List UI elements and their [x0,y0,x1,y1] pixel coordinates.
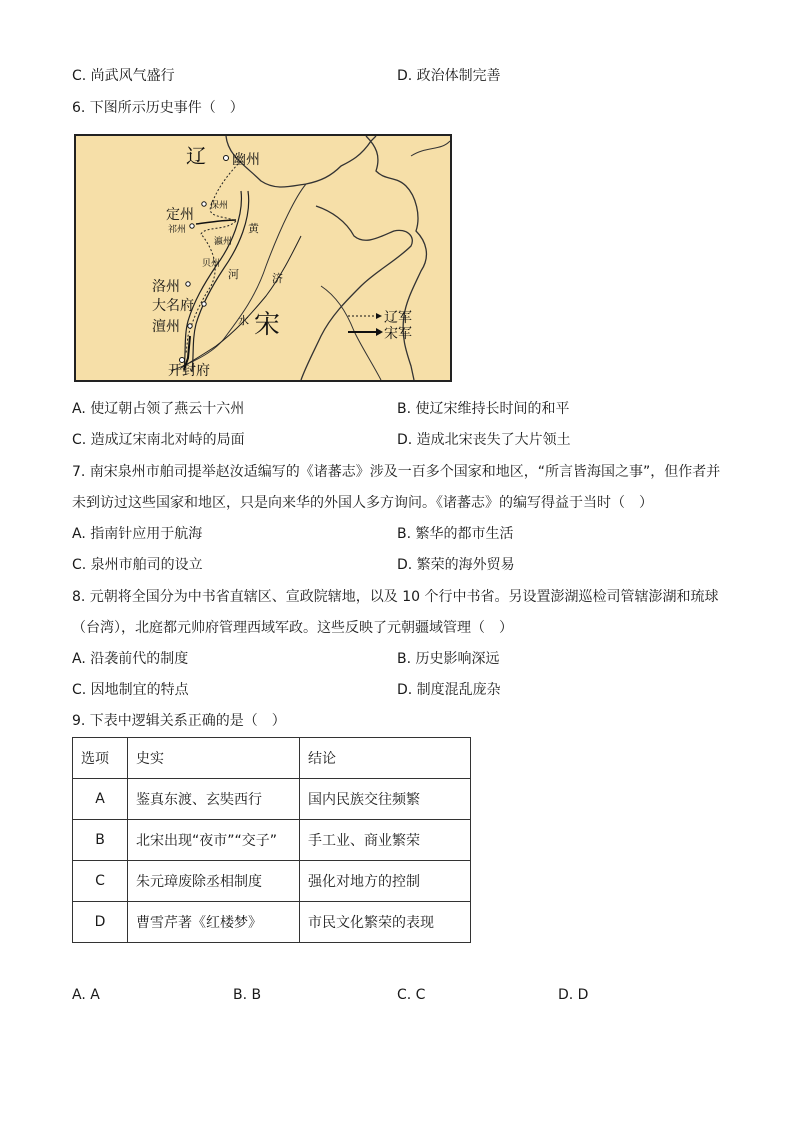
map-label-he: 河 [228,268,239,281]
q8-option-b: B. 历史影响深远 [397,651,500,667]
row-fact: 鉴真东渡、玄奘西行 [128,779,300,820]
q6-option-b: B. 使辽宋维持长时间的和平 [397,401,570,417]
chanzhou-dot [188,324,192,328]
table-row [73,779,471,820]
q6-historical-map [74,134,452,382]
q6-option-c: C. 造成辽宋南北对峙的局面 [72,432,245,448]
shandong-coastline [301,206,412,380]
table-row [73,902,471,943]
q6-option-a: A. 使辽朝占领了燕云十六州 [72,401,245,417]
header-conclusion: 结论 [300,738,471,779]
q8-stem-line1: 8. 元朝将全国分为中书省直辖区、宣政院辖地，以及 10 个行中书省。另设置澎湖巡检司管辖澎湖和琉球 [72,589,719,605]
q9-option-d: D. D [558,987,589,1003]
row-fact: 朱元璋废除丞相制度 [128,861,300,902]
q9-option-b: B. B [233,987,262,1003]
luozhou-dot [186,282,190,286]
header-fact: 史实 [128,738,300,779]
q5-option-c: C. 尚武风气盛行 [72,68,175,84]
q7-option-a: A. 指南针应用于航海 [72,526,203,542]
row-option: B [73,820,128,861]
row-conclusion: 强化对地方的控制 [300,861,471,902]
map-drawing [76,136,450,380]
q7-stem-line1: 7. 南宋泉州市舶司提举赵汝适编写的《诸蕃志》涉及一百多个国家和地区，“所言皆海国之事”，但作者并 [72,464,721,480]
row-conclusion: 市民文化繁荣的表现 [300,902,471,943]
q8-option-c: C. 因地制宜的特点 [72,682,189,698]
row-conclusion: 国内民族交往频繁 [300,779,471,820]
map-label-qizhou: 祁州 [168,225,187,235]
row-fact: 曹雪芹著《红楼梦》 [128,902,300,943]
q9-option-c: C. C [397,987,426,1003]
baozhou-dot [202,202,206,206]
map-label-damingfu: 大名府 [152,298,194,314]
map-label-youzhou: 幽州 [232,152,260,168]
row-fact: 北宋出现“夜市”“交子” [128,820,300,861]
legend-liao-arrow [376,313,382,319]
row-option: A [73,779,128,820]
map-label-beizhou: 贝州 [202,259,221,269]
legend-song-arrow [376,328,383,336]
dingzhou-dot [190,224,194,228]
legend-liao-army: 辽军 [384,310,412,326]
ji-river [181,236,301,368]
q7-option-b: B. 繁华的都市生活 [397,526,514,542]
song-army-route-north [196,220,236,224]
yellow-river-bank [192,191,249,372]
q9-option-a: A. A [72,987,100,1003]
map-label-shui: 水 [238,314,249,327]
korea-north-edge [411,141,450,156]
map-label-kaifengfu: 开封府 [168,363,210,379]
map-label-yingzhou: 瀛州 [214,237,233,247]
damingfu-dot [202,302,206,306]
table-row [73,820,471,861]
table-row [73,861,471,902]
header-option: 选项 [73,738,128,779]
q7-stem-line2: 未到访过这些国家和地区，只是向来华的外国人多方询问。《诸蕃志》的编写得益于当时（ ） [72,495,653,511]
map-label-liao: 辽 [186,144,206,168]
map-label-luozhou: 洛州 [152,279,180,295]
q6-option-d: D. 造成北宋丧失了大片领土 [397,432,571,448]
row-option: D [73,902,128,943]
table-header-row [73,738,471,779]
row-conclusion: 手工业、商业繁荣 [300,820,471,861]
legend-song-army: 宋军 [384,326,412,342]
q8-option-a: A. 沿袭前代的制度 [72,651,189,667]
map-label-dingzhou: 定州 [166,207,194,223]
q8-stem-line2: （台湾），北庭都元帅府管理西域军政。这些反映了元朝疆域管理（ ） [72,620,513,636]
q6-stem: 6. 下图所示历史事件（ ） [72,100,244,116]
map-label-song: 宋 [254,310,281,340]
q9-table [72,737,471,943]
youzhou-dot [224,156,229,161]
q9-stem: 9. 下表中逻辑关系正确的是（ ） [72,713,286,729]
q7-option-d: D. 繁荣的海外贸易 [397,557,515,573]
map-label-huang: 黄 [248,222,259,235]
q7-option-c: C. 泉州市舶司的设立 [72,557,203,573]
q5-option-d: D. 政治体制完善 [397,68,501,84]
map-label-chanzhou: 澶州 [152,319,180,335]
map-label-baozhou: 保州 [210,201,229,211]
row-option: C [73,861,128,902]
map-label-ji: 济 [272,272,283,285]
q8-option-d: D. 制度混乱庞杂 [397,682,501,698]
